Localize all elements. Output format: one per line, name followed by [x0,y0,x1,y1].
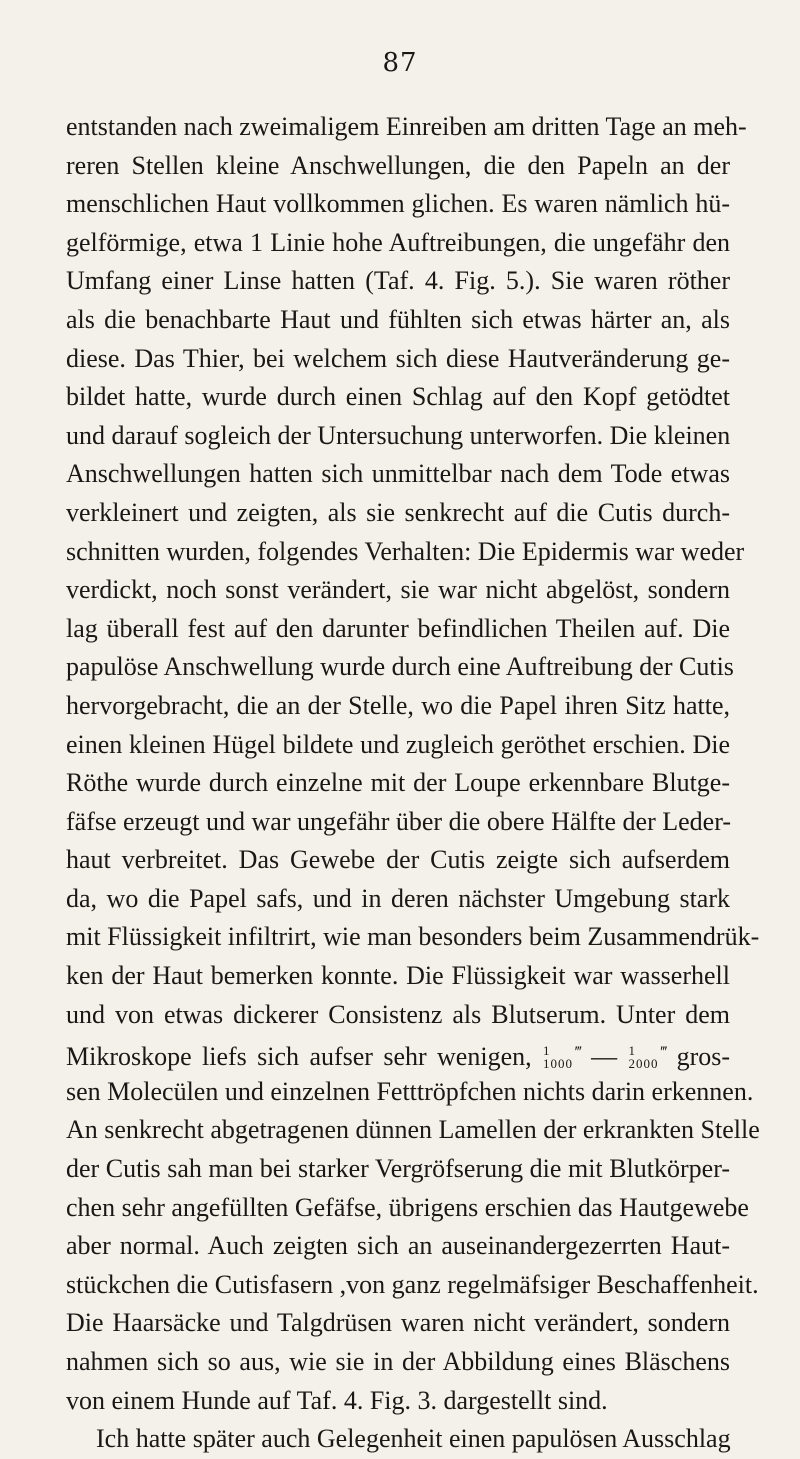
text-line: gelförmige, etwa 1 Linie hohe Auftreibungen, die ungefähr den [66,227,730,257]
text-line: aber normal. Auch zeigten sich an auseinandergezerrten Haut- [66,1231,730,1261]
text-line: mit Flüssigkeit infiltrirt, wie man besonders beim Zusammendrük- [66,922,760,952]
fraction-line-before: Mikroskope liefs sich aufser sehr wenigen, [66,1042,532,1072]
fraction-dash: — [591,1042,618,1072]
text-line: ken der Haut bemerken konnte. Die Flüssigkeit war wasserhell [66,961,730,991]
text-line: fäfse erzeugt und war ungefähr über die obere Hälfte der Leder- [66,806,732,836]
text-line: und von etwas dickerer Consistenz als Blutserum. Unter dem [66,999,730,1029]
text-line: und darauf sogleich der Untersuchung unterworfen. Die kleinen [66,420,731,450]
text-line: Anschwellungen hatten sich unmittelbar nach dem Tode etwas [66,459,730,489]
text-line: entstanden nach zweimaligem Einreiben am dritten Tage an meh- [66,112,747,141]
fraction-denominator: 2000 [628,1056,659,1072]
text-line: reren Stellen kleine Anschwellungen, die den Papeln an der [66,150,730,180]
text-line: Umfang einer Linse hatten (Taf. 4. Fig. 5.). Sie waren röther [66,266,730,296]
text-line: nahmen sich so aus, wie sie in der Abbildung eines Bläschens [66,1347,730,1376]
text-line: papulöse Anschwellung wurde durch eine Auftreibung der Cutis [66,652,734,682]
text-line: hervorgebracht, die an der Stelle, wo die Papel ihren Sitz hatte, [66,690,730,720]
text-line: stückchen die Cutisfasern ,von ganz regelmäfsiger Beschaffenheit. [66,1269,759,1299]
line-unit-mark: ‴ [574,1044,581,1062]
text-line: schnitten wurden, folgendes Verhalten: Die Epidermis war weder [66,536,745,566]
text-line: von einem Hunde auf Taf. 4. Fig. 3. dargestellt sind. [66,1385,608,1415]
text-line: haut verbreitet. Das Gewebe der Cutis zeigte sich aufserdem [66,845,730,875]
text-line: diese. Das Thier, bei welchem sich diese Hautveränderung ge- [66,343,730,373]
fraction-one-thousandth [543,1044,573,1070]
text-line: sen Molecülen und einzelnen Fetttröpfchen nichts darin erkennen. [66,1076,754,1106]
text-line: da, wo die Papel safs, und in deren nächster Umgebung stark [66,883,730,913]
text-line: der Cutis sah man bei starker Vergröfserung die mit Blutkörper- [66,1154,730,1184]
text-line-fraction [66,1034,730,1073]
text-line: einen kleinen Hügel bildete und zugleich geröthet erschien. Die [66,729,730,759]
text-line: verdickt, noch sonst verändert, sie war nicht abgelöst, sondern [66,575,730,605]
text-line: chen sehr angefüllten Gefäfse, übrigens erschien das Hautgewebe [66,1192,749,1222]
page-number: 87 [382,48,418,78]
fraction-denominator: 1000 [543,1056,573,1072]
text-line: lag überall fest auf den darunter befindlichen Theilen auf. Die [66,613,730,643]
text-line: An senkrecht abgetragenen dünnen Lamellen der erkrankten Stelle [66,1115,760,1145]
body-text [66,108,760,1459]
line-unit-mark: ‴ [659,1044,667,1062]
text-line: Die Haarsäcke und Talgdrüsen waren nicht verändert, sondern [66,1308,730,1338]
text-line: verkleinert und zeigten, als sie senkrecht auf die Cutis durch- [66,497,730,527]
fraction-numerator: 1 [543,1043,550,1059]
text-line: bildet hatte, wurde durch einen Schlag auf den Kopf getödtet [66,382,730,412]
text-line: Röthe wurde durch einzelne mit der Loupe erkennbare Blutge- [66,768,730,798]
fraction-numerator: 1 [628,1043,635,1059]
text-line-paragraph-start: Ich hatte später auch Gelegenheit einen papulösen Ausschlag [96,1424,731,1454]
text-line: als die benachbarte Haut und fühlten sich etwas härter an, als [66,304,730,334]
text-line: menschlichen Haut vollkommen glichen. Es waren nämlich hü- [66,189,730,219]
fraction-line-after: gros- [676,1042,731,1072]
fraction-one-two-thousandth [629,1044,659,1070]
